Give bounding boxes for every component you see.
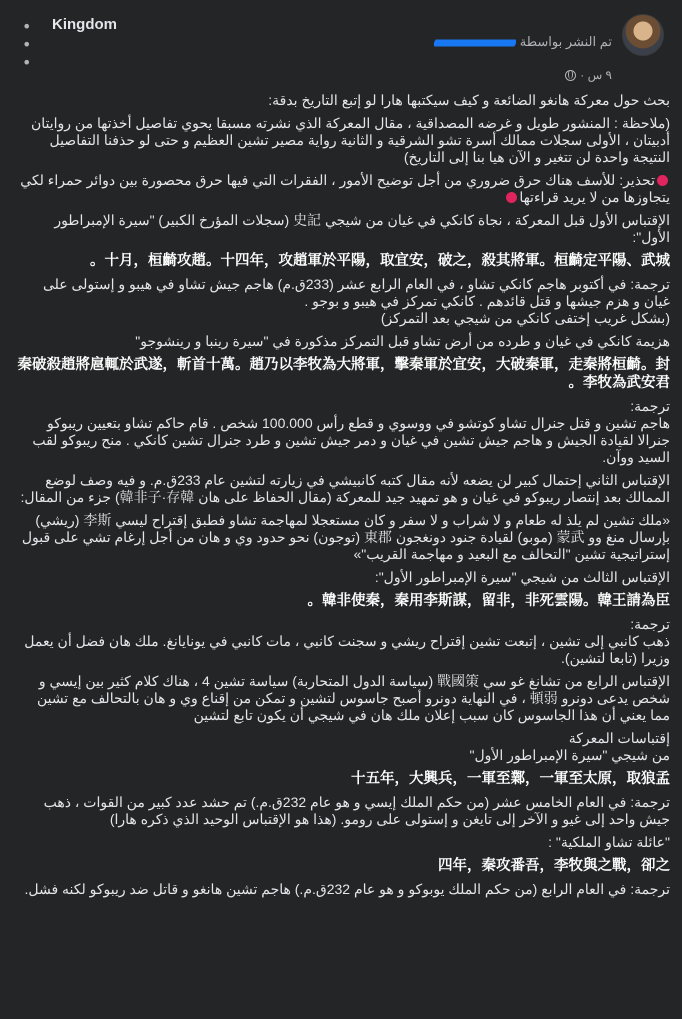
paragraph-text: 十月，桓齮攻趙。十四年，攻趙軍於平陽，取宜安，破之，殺其將軍。桓齮定平陽、武城。 xyxy=(90,253,670,269)
paragraph-text: 四年，秦攻番吾，李牧與之戰，卻之 xyxy=(438,858,670,874)
avatar[interactable] xyxy=(622,14,664,56)
globe-icon xyxy=(565,70,576,81)
post-quote-chinese xyxy=(14,356,670,392)
post-paragraph xyxy=(14,881,670,898)
post-quote-chinese xyxy=(14,592,670,610)
more-options-icon[interactable]: • • • xyxy=(22,17,33,72)
posted-by-line xyxy=(430,34,612,50)
post-quote-chinese xyxy=(14,770,670,788)
post-body xyxy=(14,92,670,904)
paragraph-text: الإقتباس الأول قبل المعركة ، نجاة كانكي في غيان من شيجي 史記 (سجلات المؤرخ الكبير) "سيرة الإمبراطور الأول": xyxy=(54,212,670,245)
post-paragraph xyxy=(14,276,670,327)
post-paragraph xyxy=(14,398,670,466)
paragraph-text: ترجمة: في العام الرابع (من حكم الملك يوبوكو و هو عام 232ق.م.) هاجم تشين هانغو و قاتل ضد ريبوكو لكنه فشل. xyxy=(24,881,670,897)
post-paragraph xyxy=(14,472,670,506)
post-paragraph xyxy=(14,794,670,828)
paragraph-text: ترجمة: في العام الخامس عشر (من حكم الملك إيسي و هو عام 232ق.م.) تم حشد عدد كبير من القوات ، ذهب جيش واحد إلى غيو و الآخر إلى تايغن و إستولى على رومو. (هذا هو الإقتباس الوحيد الذي ذكره هارا) xyxy=(43,794,670,827)
post-paragraph xyxy=(14,172,670,206)
paragraph-text: "عائلة تشاو الملكية" : xyxy=(548,834,670,850)
paragraph-text: (ملاحظة : المنشور طويل و غرضه المصداقية ، مقال المعركة الذي نشرته مسبقا يحوي تفاصيل أخذتها من روايتان أدبيتان ، الأولى سجلات ممالك أسرة تشو الشرقية و الثانية رواية مصير تشين العظيم و حتى لو حذفنا التفاصيل النتيجة واحدة لن تتغير و الآن هيا بنا إلى التاريخ) xyxy=(30,115,670,165)
post-header xyxy=(0,0,682,92)
paragraph-text: 韓非使秦，秦用李斯謀，留非，非死雲陽。韓王請為臣。 xyxy=(307,593,670,609)
post-quote-chinese xyxy=(14,857,670,875)
post-paragraph xyxy=(14,512,670,563)
paragraph-text: ترجمة: هاجم تشين و قتل جنرال تشاو كوتشو في ووسوي و قطع رأس 100.000 شخص . قام حاكم تشاو بتعيين ريبوكو جنرالا لقيادة الجيش و هاجم جيش تشين في غيان و دمر جيش تشين و طرد جنرال تشين كانكي . منح ريبوكو لقب السيد ووآن. xyxy=(32,398,670,465)
post-time[interactable]: ٩ س · xyxy=(580,68,612,82)
post-paragraph xyxy=(14,92,670,109)
paragraph-text: ترجمة: في أكتوبر هاجم كانكي تشاو ، في العام الرابع عشر (233ق.م) هاجم جيش تشاو في هيبو و إستولى على غيان و هزم جيشها و قتل قائدهم . كانكي تمركز في هيبو و بوجو . (بشكل غريب إختفى كانكي من شيجي بعد التمركز) xyxy=(42,276,670,326)
paragraph-text: الإقتباس الثاني إحتمال كبير لن يضعه لأنه مقال كتبه كانبيشي في زيارته لتشين عام 233ق.م. و فيه وصف لوضع الممالك بعد إنتصار ريبوكو في غيان و هو تمهيد جيد للمعركة (مقال الحفاظ على هان 韓非子·存韓) جزء من المقال: xyxy=(20,472,670,505)
red-circle-icon xyxy=(506,192,517,203)
paragraph-text: الإقتباس الثالث من شيجي "سيرة الإمبراطور الأول": xyxy=(374,569,670,585)
paragraph-text: 十五年，大興兵，一軍至鄴，一軍至太原，取狼孟 xyxy=(351,771,670,787)
paragraph-text: 秦破殺趙將扈輒於武遂，斬首十萬。趙乃以李牧為大將軍，擊秦軍於宜安，大破秦軍，走秦將桓齮。封李牧為武安君。 xyxy=(17,357,670,391)
red-circle-icon xyxy=(657,175,668,186)
post-time-line xyxy=(565,68,612,82)
post-paragraph xyxy=(14,834,670,851)
post-paragraph xyxy=(14,569,670,586)
paragraph-text: هزيمة كانكي في غيان و طرده من أرض تشاو قبل التمركز مذكورة في "سيرة رينبا و رينشوجو" xyxy=(135,333,670,349)
post-paragraph xyxy=(14,673,670,724)
post-paragraph xyxy=(14,212,670,246)
paragraph-text: تحذير: للأسف هناك حرق ضروري من أجل توضيح الأمور ، الفقرات التي فيها حرق محصورة بين دوائر حمراء لكي يتجاوزها من لا يريد قراءتها xyxy=(20,172,670,205)
redacted-author-name xyxy=(433,37,518,49)
post-paragraph xyxy=(14,115,670,166)
paragraph-text: إقتباسات المعركة من شيجي "سيرة الإمبراطور الأول" xyxy=(469,730,670,763)
paragraph-text: الإقتباس الرابع من تشانغ غو سي 戰國策 (سياسة الدول المتحاربة) سياسة تشين 4 ، هناك كلام كثير بين إيسي و شخص يدعى دونرو 頓弱 ، في النهاية دونرو أصبح جاسوس لتشين و تمكن من إقناع وي و هان بالتحالف مع تشين مما يعني أن هذا الجاسوس كان سبب إعلان ملك هان في شيجي أن يكون تابع لتشين xyxy=(36,673,670,723)
paragraph-text: ترجمة: ذهب كانبي إلى تشين ، إتبعت تشين إقتراح ريشي و سجنت كانبي ، مات كانبي في يونايانغ. ملك هان فضل أن يعمل وزيرا (تابعا لتشين). xyxy=(24,616,670,666)
paragraph-text: «ملك تشين لم يلذ له طعام و لا شراب و لا سفر و كان مستعجلا لمهاجمة تشاو فطبق إقتراح ليسي 李斯 (ريشي) بإرسال منغ وو 蒙武 (موبو) لقيادة جنود دونغجون 東郡 (توجون) نحو حدود وي و هان من أجل إرغام تشي على قبول إستراتيجية تشين "التحالف مع البعيد و مهاجمة القريب"» xyxy=(21,512,670,562)
post-paragraph xyxy=(14,730,670,764)
post-paragraph xyxy=(14,616,670,667)
post-quote-chinese xyxy=(14,252,670,270)
group-name[interactable]: Kingdom xyxy=(52,16,117,33)
paragraph-text: بحث حول معركة هانغو الضائعة و كيف سيكتبها هارا لو إتبع التاريخ بدقة: xyxy=(268,92,670,108)
post-paragraph xyxy=(14,333,670,350)
posted-by-label: تم النشر بواسطة xyxy=(519,34,612,49)
